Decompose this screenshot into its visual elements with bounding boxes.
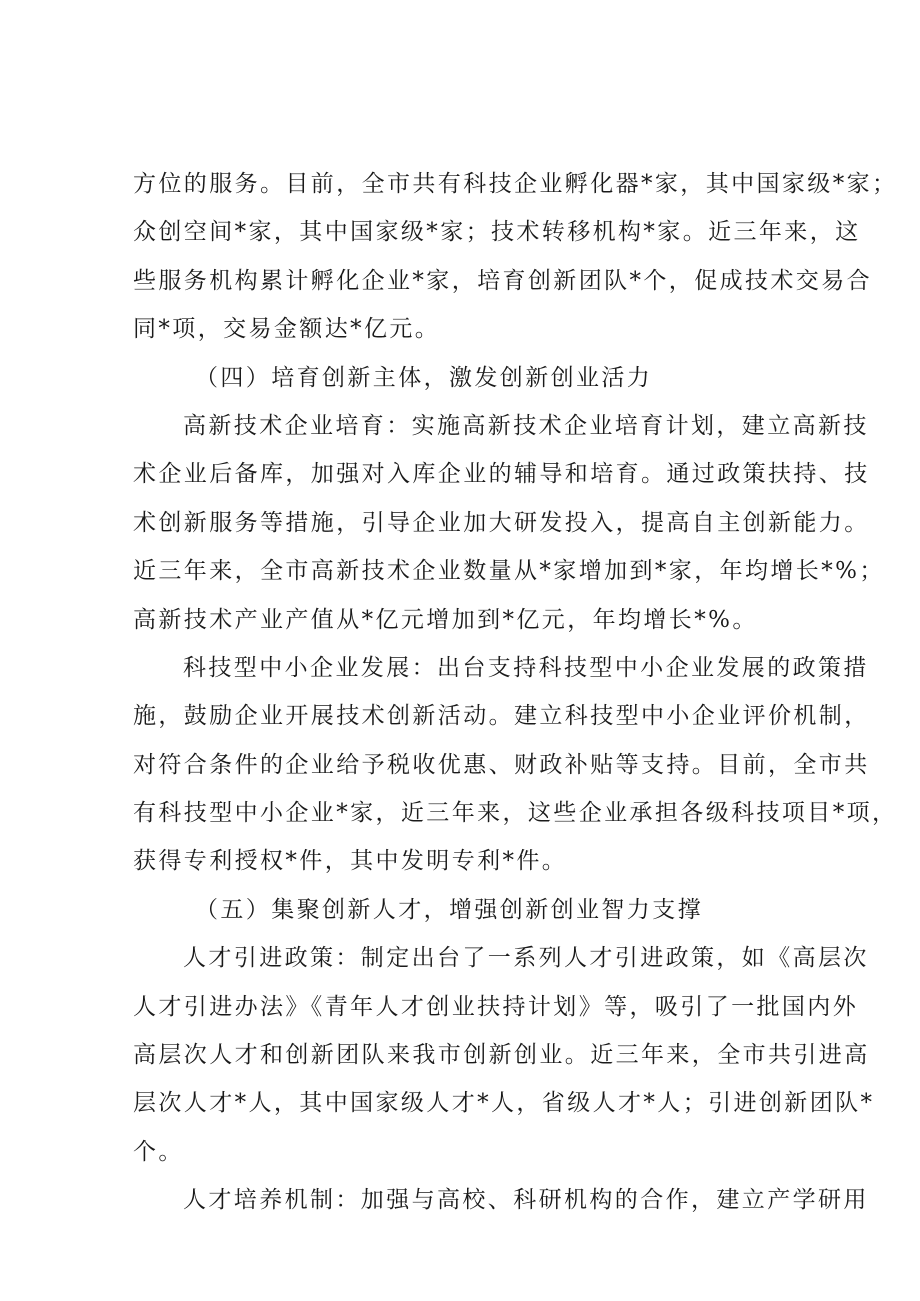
paragraph-talent-training	[133, 1176, 869, 1224]
text-line: 高新技术企业培育：实施高新技术企业培育计划，建立高新技	[183, 412, 869, 439]
text-line: 获得专利授权*件，其中发明专利*件。	[133, 848, 568, 875]
text-line: 些服务机构累计孵化企业*家，培育创新团队*个，促成技术交易合	[133, 267, 872, 294]
text-line: 施，鼓励企业开展技术创新活动。建立科技型中小企业评价机制，	[133, 703, 870, 730]
paragraph-talent-policy	[133, 934, 875, 1176]
text-line: 术企业后备库，加强对入库企业的辅导和培育。通过政策扶持、技	[133, 461, 870, 488]
text-line: 有科技型中小企业*家，近三年来，这些企业承担各级科技项目*项，	[133, 800, 898, 827]
paragraph-high-tech	[133, 402, 885, 644]
text-line: 高层次人才和创新团队来我市创新创业。近三年来，全市共引进高	[133, 1042, 870, 1069]
section-heading-4: （四）培育创新主体，激发创新创业活力	[195, 364, 653, 391]
text-line: 人才引进政策：制定出台了一系列人才引进政策，如《高层次	[183, 945, 869, 972]
text-line: 高新技术产业产值从*亿元增加到*亿元，年均增长*%。	[133, 606, 758, 633]
text-line: 对符合条件的企业给予税收优惠、财政补贴等支持。目前，全市共	[133, 751, 870, 778]
text-line: 人才引进办法》《青年人才创业扶持计划》等，吸引了一批国内外	[133, 993, 859, 1020]
paragraph-incubators	[133, 160, 898, 354]
text-line: 众创空间*家，其中国家级*家；技术转移机构*家。近三年来，这	[133, 219, 861, 246]
text-line: 个。	[133, 1138, 184, 1165]
text-line: 层次人才*人，其中国家级人才*人，省级人才*人；引进创新团队*	[133, 1090, 875, 1117]
text-line: 术创新服务等措施，引导企业加大研发投入，提高自主创新能力。	[133, 509, 870, 536]
text-line: 同*项，交易金额达*亿元。	[133, 316, 441, 343]
text-line: 科技型中小企业发展：出台支持科技型中小企业发展的政策措	[183, 654, 869, 681]
text-line: 方位的服务。目前，全市共有科技企业孵化器*家，其中国家级*家；	[133, 171, 898, 197]
document-body	[133, 160, 898, 1225]
text-line: 人才培养机制：加强与高校、科研机构的合作，建立产学研用	[183, 1187, 869, 1214]
paragraph-sme	[133, 644, 898, 886]
section-heading-5: （五）集聚创新人才，增强创新创业智力支撑	[195, 896, 703, 923]
text-line: 近三年来，全市高新技术企业数量从*家增加到*家，年均增长*%；	[133, 558, 885, 585]
